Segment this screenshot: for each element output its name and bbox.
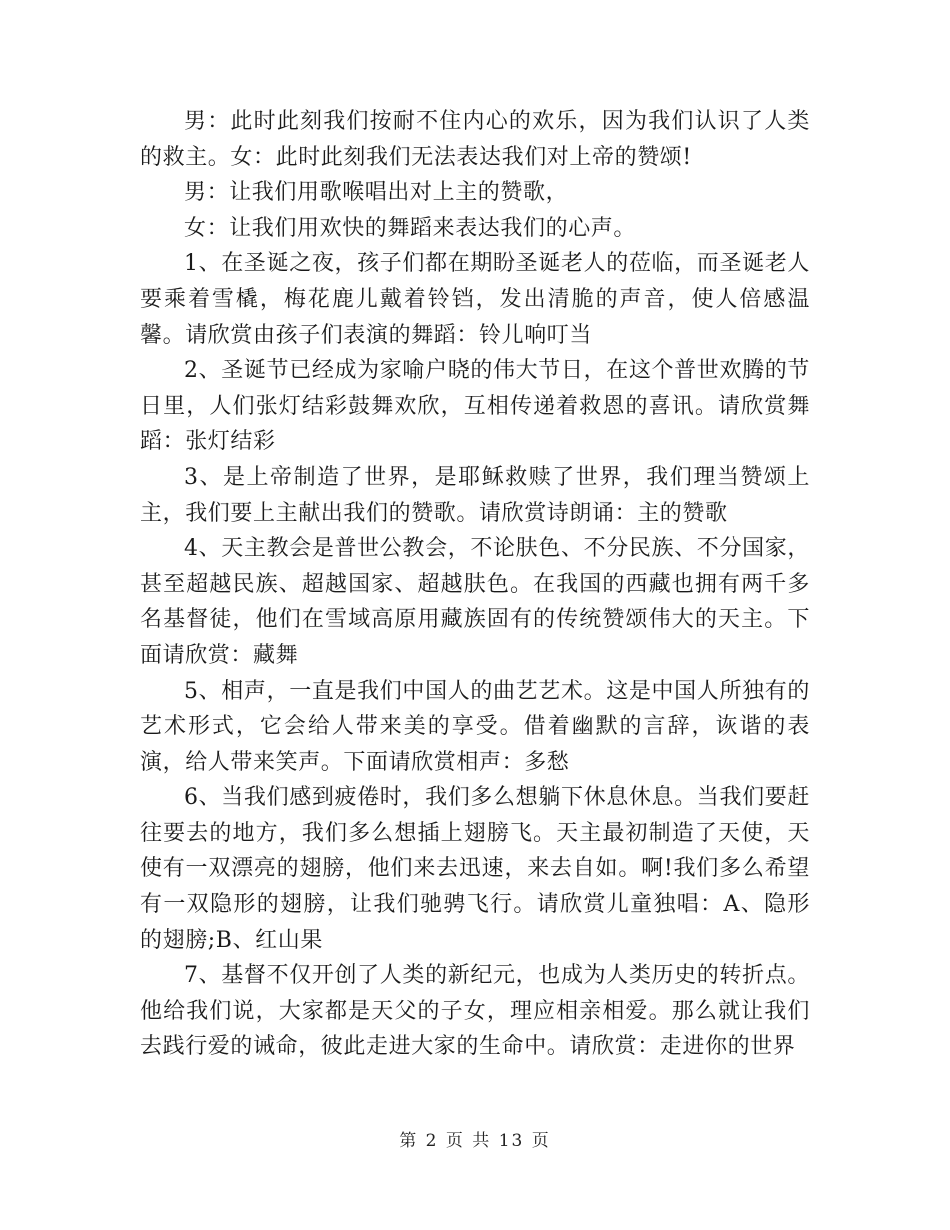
paragraph-9: 6、当我们感到疲倦时，我们多么想躺下休息休息。当我们要赶往要去的地方，我们多么想插上翅膀飞。天主最初制造了天使，天使有一双漂亮的翅膀，他们来去迅速，来去自如。啊!我们多么希望有一双隐形的翅膀，让我们驰骋飞行。请欣赏儿童独唱：A、隐形的翅膀;B、红山果: [140, 785, 810, 953]
paragraph-5: 2、圣诞节已经成为家喻户晓的伟大节日，在这个普世欢腾的节日里，人们张灯结彩鼓舞欢欣，互相传递着救恩的喜讯。请欣赏舞蹈：张灯结彩: [140, 358, 810, 455]
paragraph-1: 男：此时此刻我们按耐不住内心的欢乐，因为我们认识了人类的救主。女：此时此刻我们无法表达我们对上帝的赞颂!: [140, 109, 810, 170]
paragraph-8: 5、相声，一直是我们中国人的曲艺艺术。这是中国人所独有的艺术形式，它会给人带来美的享受。借着幽默的言辞，诙谐的表演，给人带来笑声。下面请欣赏相声：多愁: [140, 678, 810, 775]
paragraph-4: 1、在圣诞之夜，孩子们都在期盼圣诞老人的莅临，而圣诞老人要乘着雪橇，梅花鹿儿戴着铃铛，发出清脆的声音，使人倍感温馨。请欣赏由孩子们表演的舞蹈：铃儿响叮当: [140, 251, 810, 348]
page-footer: 第 2 页 共 13 页: [399, 1131, 551, 1151]
paragraph-7: 4、天主教会是普世公教会，不论肤色、不分民族、不分国家，甚至超越民族、超越国家、超越肤色。在我国的西藏也拥有两千多名基督徒，他们在雪域高原用藏族固有的传统赞颂伟大的天主。下面请欣赏：藏舞: [140, 536, 810, 668]
paragraph-2: 男：让我们用歌喉唱出对上主的赞歌，: [184, 180, 569, 206]
document-page: [140, 104, 810, 1065]
paragraph-3: 女：让我们用欢快的舞蹈来表达我们的心声。: [184, 215, 637, 241]
paragraph-10: 7、基督不仅开创了人类的新纪元，也成为人类历史的转折点。他给我们说，大家都是天父的子女，理应相亲相爱。那么就让我们去践行爱的诫命，彼此走进大家的生命中。请欣赏：走进你的世界: [140, 963, 810, 1060]
paragraph-6: 3、是上帝制造了世界，是耶稣救赎了世界，我们理当赞颂上主，我们要上主献出我们的赞歌。请欣赏诗朗诵：主的赞歌: [140, 464, 810, 526]
